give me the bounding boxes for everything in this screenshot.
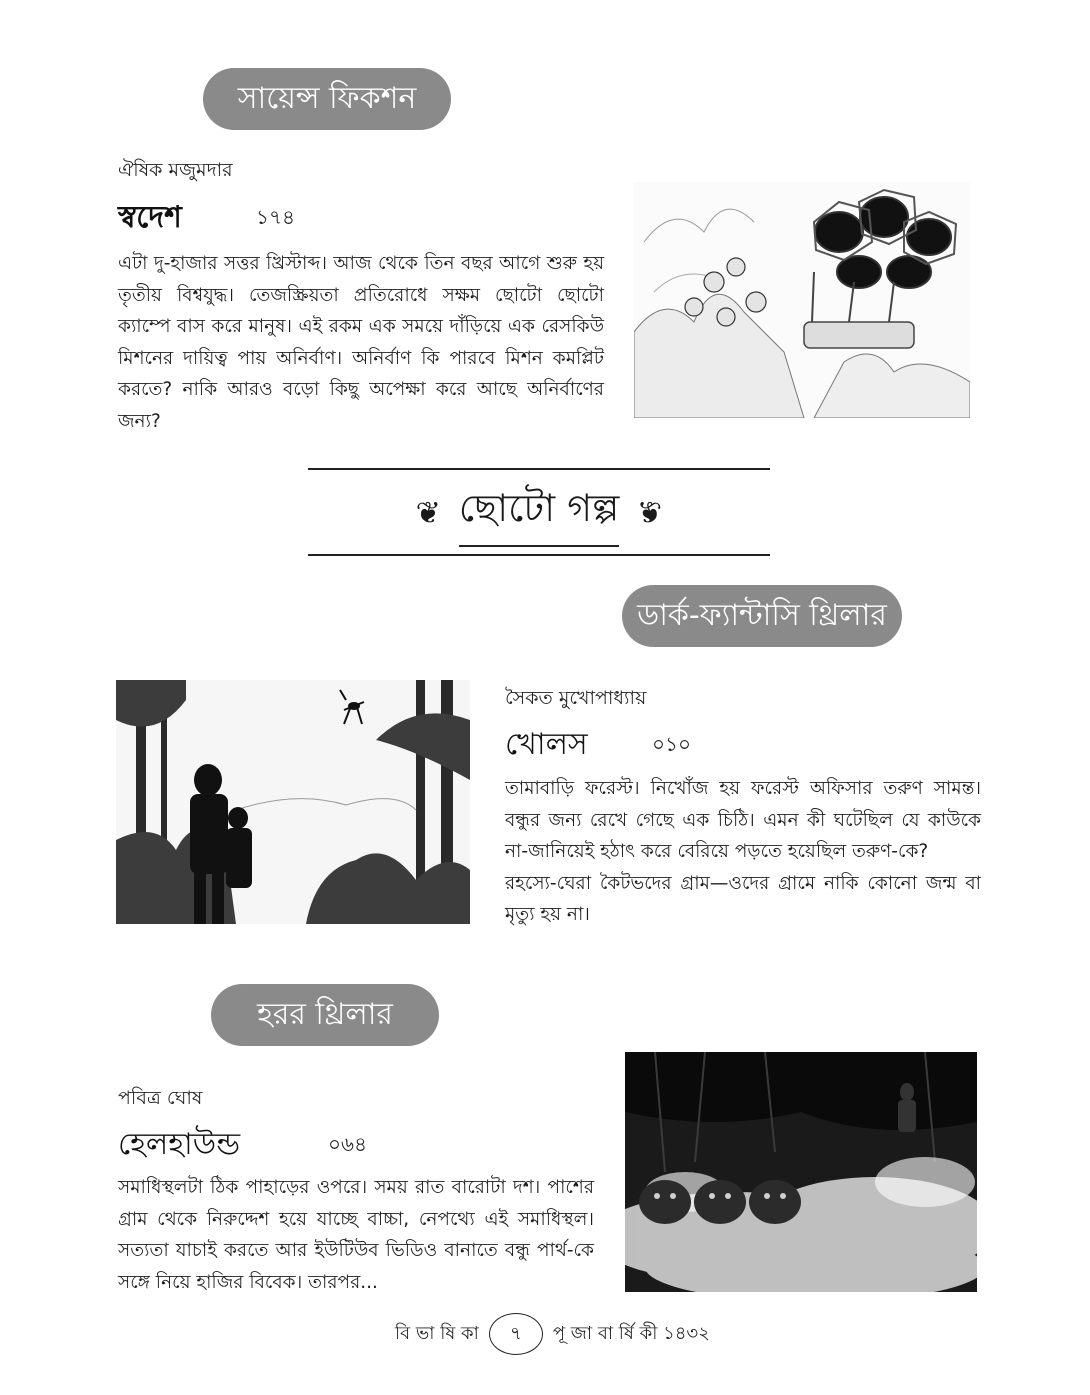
page-number: ৭	[489, 1313, 543, 1355]
page-footer	[395, 1312, 710, 1356]
story-title: হেলহাউন্ড	[118, 1127, 241, 1162]
illustration-scifi	[634, 182, 970, 418]
page-reference: ০১০	[652, 732, 691, 756]
story-blurb: সমাধিস্থলটা ঠিক পাহাড়ের ওপরে। সময় রাত বারোটা দশ। পাশের গ্রাম থেকে নিরুদ্দেশ হয়ে যাচ্ছে বাচ্চা, নেপথ্যে এই সমাধিস্থল। সত্যতা যাচাই করতে আর ইউটিউব ভিডিও বানাতে বন্ধু পার্থ-কে সঙ্গে নিয়ে হাজির বিবেক। তারপর...	[118, 1177, 594, 1293]
genre-pill-scifi	[203, 68, 451, 130]
spacecraft-drawing-icon	[634, 182, 970, 418]
jungle-scene-icon	[116, 680, 470, 924]
blurb-paragraph-2: রহস্যে-ঘেরা কৈটভদের গ্রাম—ওদের গ্রামে নাকি কোনো জন্ম বা মৃত্যু হয় না।	[505, 872, 981, 925]
story-blurb	[505, 773, 981, 931]
blurb-paragraph-1: তামাবাড়ি ফরেস্ট। নিখোঁজ হয় ফরেস্ট অফিসার তরুণ সামন্ত। বন্ধুর জন্য রেখে গেছে এক চিঠি। এমন কী ঘটেছিল যে কাউকে না-জানিয়েই হঠাৎ করে বেরিয়ে পড়তে হয়েছিল তরুণ-কে?	[505, 778, 981, 862]
author-name: ঐষিক মজুমদার	[118, 159, 233, 181]
illustration-jungle	[116, 680, 470, 924]
genre-pill-horror	[211, 984, 439, 1046]
story-title: খোলস	[505, 727, 588, 762]
hellhounds-scene-icon	[625, 1052, 977, 1292]
magazine-name: বি ভা ষি কা	[395, 1322, 479, 1344]
illustration-hellhounds	[625, 1052, 977, 1292]
page-reference: ১৭৪	[256, 205, 295, 229]
story-title: স্বদেশ	[118, 200, 182, 235]
heading-rule-top	[308, 468, 770, 470]
page-reference: ০৬৪	[328, 1132, 367, 1156]
story-blurb: এটা দু-হাজার সত্তর খ্রিস্টাব্দ। আজ থেকে তিন বছর আগে শুরু হয় তৃতীয় বিশ্বযুদ্ধ। তেজস্ক্রিয়তা প্রতিরোধে সক্ষম ছোটো ছোটো ক্যাম্পে বাস করে মানুষ। এই রকম এক সময়ে দাঁড়িয়ে এক রেসকিউ মিশনের দায়িত্ব পায় অনির্বাণ। অনির্বাণ কি পারবে মিশন কমপ্লিট করতে? নাকি আরও বড়ো কিছু অপেক্ষা করে আছে অনির্বাণের জন্য?	[118, 253, 604, 432]
genre-label: সায়েন্স ফিকশন	[237, 80, 417, 116]
ornament-left-icon: ❦	[415, 495, 441, 531]
genre-label: ডার্ক-ফ্যান্টাসি থ্রিলার	[637, 597, 887, 633]
ornament-right-icon: ❦	[637, 495, 663, 531]
heading-title: ছোটো গল্প	[459, 479, 620, 547]
author-name: সৈকত মুখোপাধ্যায়	[505, 687, 647, 709]
genre-label: হরর থ্রিলার	[257, 996, 393, 1032]
section-heading	[308, 476, 770, 550]
genre-pill-darkfantasy	[622, 585, 902, 647]
author-name: পবিত্র ঘোষ	[118, 1087, 203, 1109]
issue-name: পূ জা বা র্ষি কী ১৪৩২	[552, 1322, 710, 1344]
heading-rule-bottom	[308, 554, 770, 556]
